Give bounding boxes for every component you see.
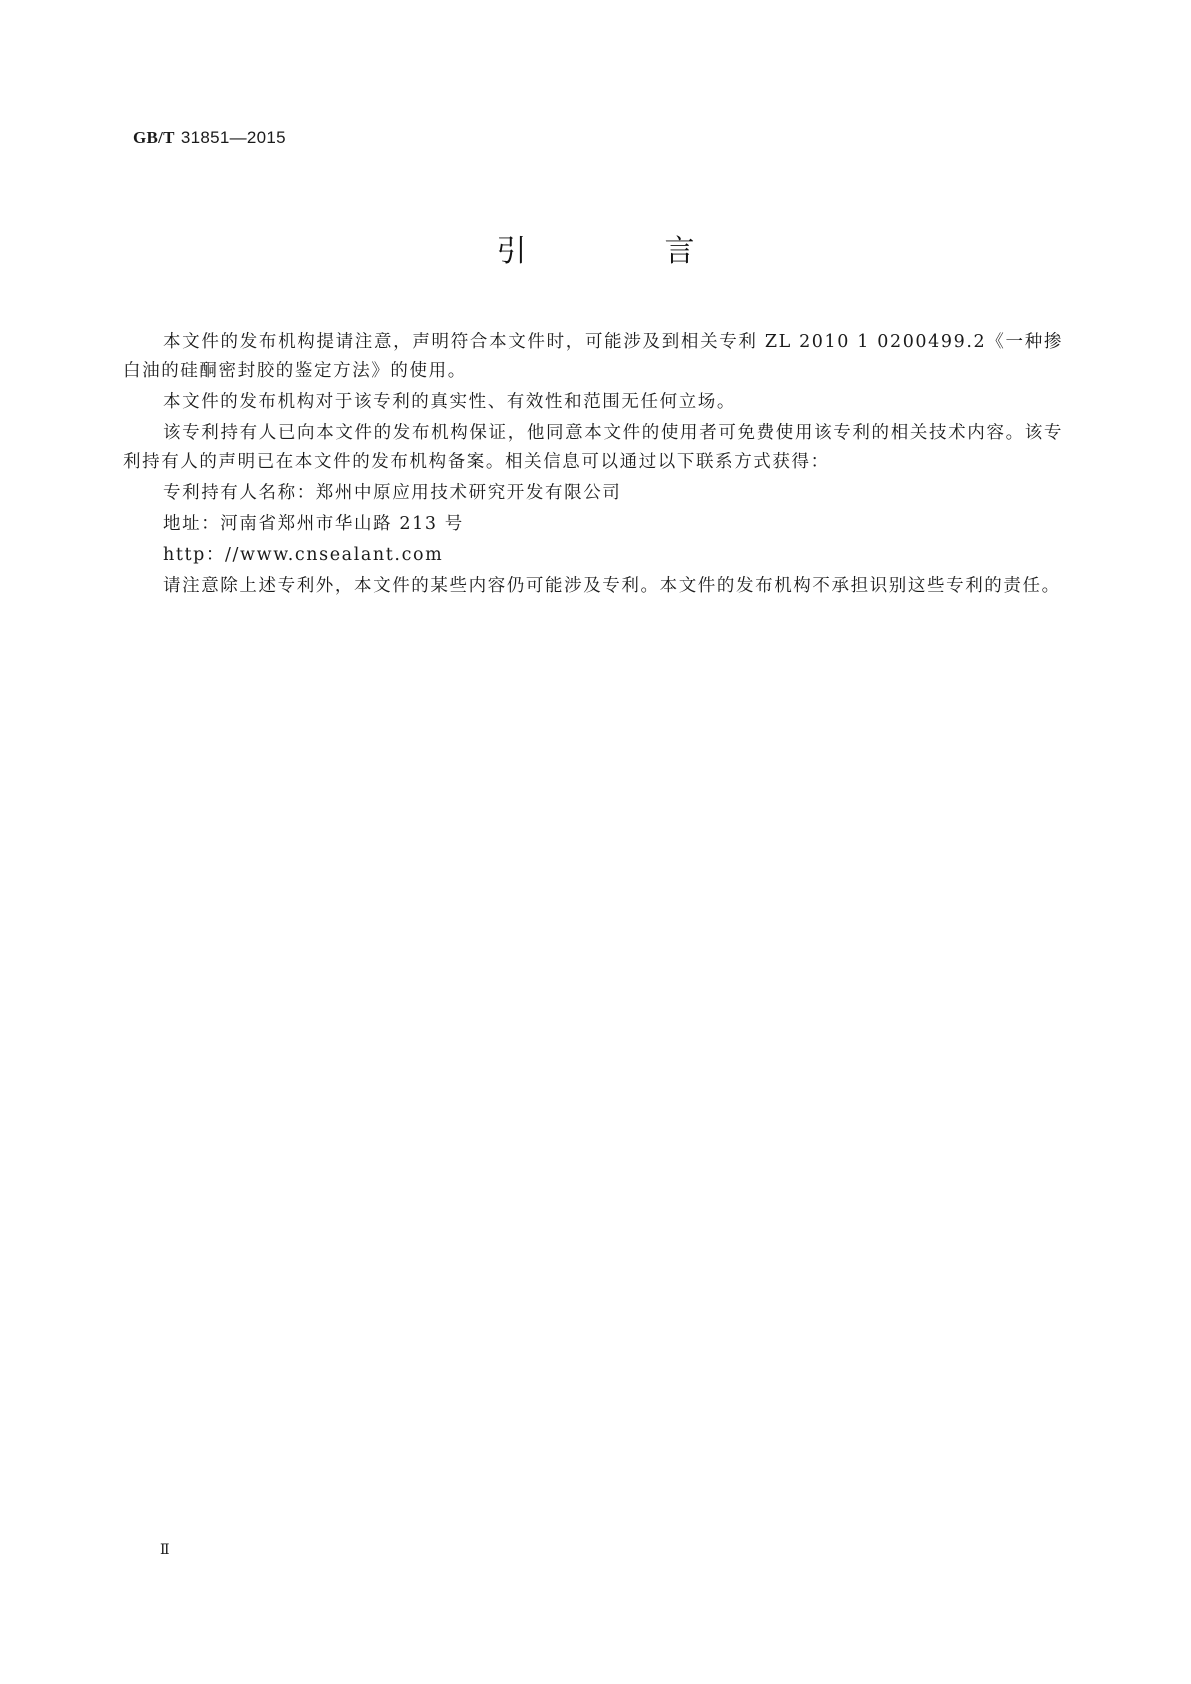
paragraph-holder-name: 专利持有人名称：郑州中原应用技术研究开发有限公司	[163, 483, 622, 503]
paragraph-other-patents: 请注意除上述专利外，本文件的某些内容仍可能涉及专利。本文件的发布机构不承担识别这些专利的责任。	[163, 576, 1061, 596]
paragraph-address: 地址：河南省郑州市华山路 213 号	[163, 514, 464, 534]
section-title: 引 言	[496, 234, 749, 269]
paragraph-no-position: 本文件的发布机构对于该专利的真实性、有效性和范围无任何立场。	[163, 392, 736, 412]
body-text	[123, 328, 1063, 603]
standard-prefix: GB/T	[133, 128, 175, 147]
standard-number: 31851—2015	[180, 128, 286, 147]
standard-code	[133, 128, 286, 148]
page-number: Ⅱ	[160, 1542, 170, 1558]
paragraph-holder-guarantee: 该专利持有人已向本文件的发布机构保证，他同意本文件的使用者可免费使用该专利的相关技术内容。该专利持有人的声明已在本文件的发布机构备案。相关信息可以通过以下联系方式获得：	[123, 423, 1063, 472]
paragraph-patent-notice: 本文件的发布机构提请注意，声明符合本文件时，可能涉及到相关专利 ZL 2010 1 0200499.2《一种掺白油的硅酮密封胶的鉴定方法》的使用。	[123, 332, 1063, 381]
paragraph-website: http：//www.cnsealant.com	[163, 545, 444, 565]
